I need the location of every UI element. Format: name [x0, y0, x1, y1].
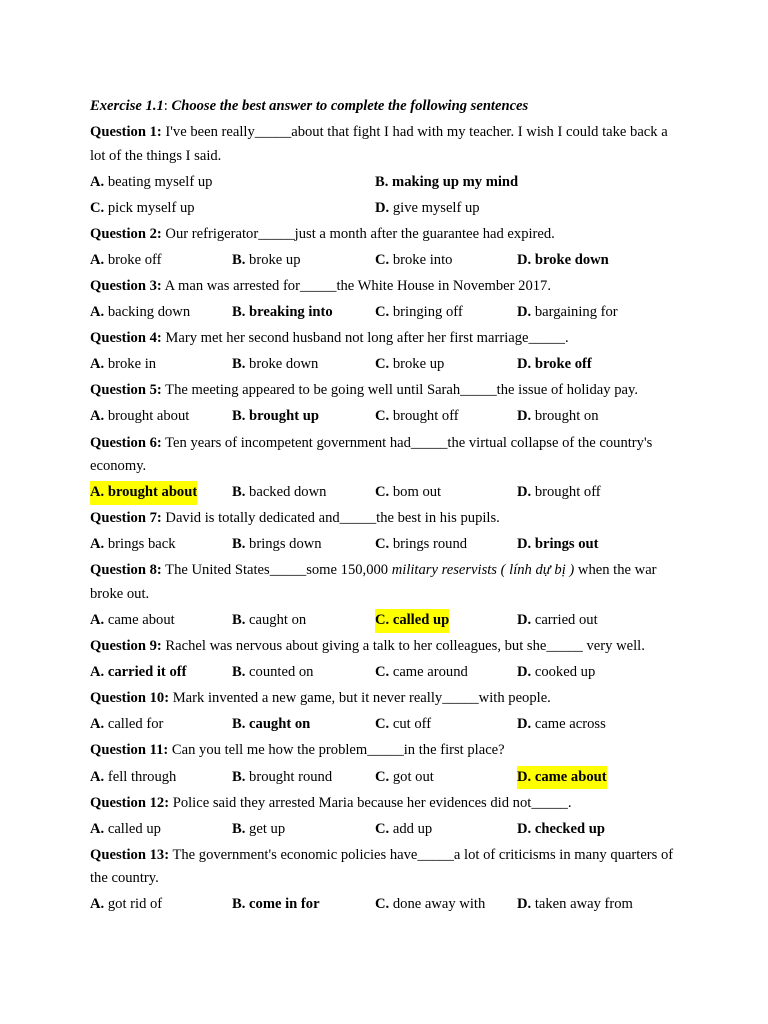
option-c[interactable]: [375, 609, 449, 633]
option-b[interactable]: [232, 766, 332, 790]
question-12: [90, 792, 682, 816]
option-text: caught on: [245, 612, 307, 628]
option-d[interactable]: [517, 301, 618, 325]
question-label: Question 10:: [90, 690, 170, 707]
option-text: cut off: [389, 716, 432, 733]
question-text: The United States_____some 150,000: [161, 562, 392, 579]
question-text: Mary met her second husband not long after her first marriage_____.: [161, 330, 569, 347]
question-text: Can you tell me how the problem_____in the first place?: [168, 742, 505, 759]
option-letter: C.: [375, 664, 390, 681]
question-label: Question 13:: [90, 846, 170, 863]
option-letter: A.: [90, 408, 105, 425]
option-b[interactable]: [232, 405, 319, 429]
option-letter: C.: [375, 304, 390, 321]
option-a[interactable]: [90, 481, 197, 505]
option-a[interactable]: [90, 818, 161, 842]
option-b[interactable]: [232, 533, 322, 557]
option-letter: D.: [517, 304, 532, 321]
question-text-end: when the war broke out.: [90, 562, 657, 602]
question-text: Rachel was nervous about giving a talk to her colleagues, but she_____ very well.: [161, 638, 645, 655]
option-text: come in for: [245, 896, 320, 913]
option-letter: A.: [90, 251, 105, 268]
option-text: broke into: [389, 251, 453, 268]
option-text: brought about: [104, 484, 198, 501]
option-b[interactable]: [232, 661, 313, 685]
question-label: Question 5:: [90, 382, 162, 399]
question-label: Question 6:: [90, 434, 162, 451]
option-letter: B.: [232, 664, 246, 681]
option-d[interactable]: [517, 353, 592, 377]
option-text: brought off: [389, 408, 459, 425]
option-text: brought on: [531, 408, 599, 425]
option-letter: C.: [90, 199, 105, 216]
question-label: Question 3:: [90, 277, 162, 294]
worksheet: [90, 95, 682, 920]
option-text: broke off: [104, 251, 162, 268]
option-letter: A.: [90, 356, 105, 373]
question-text: Ten years of incompetent government had_____the virtual collapse of the country's economy.: [90, 434, 653, 475]
option-a[interactable]: [90, 249, 161, 273]
options-row: [90, 713, 682, 737]
question-text: I've been really_____about that fight I had with my teacher. I wish I could take back a lot of the things I said.: [90, 124, 668, 164]
option-text: breaking into: [245, 304, 333, 321]
question-4: [90, 327, 682, 351]
question-8: [90, 559, 682, 606]
option-text: came across: [531, 716, 606, 733]
option-a[interactable]: [90, 713, 163, 737]
option-c[interactable]: [375, 481, 441, 505]
option-text: counted on: [245, 664, 314, 681]
option-text: caught on: [245, 716, 311, 733]
option-letter: B.: [232, 612, 246, 628]
question-7: [90, 507, 682, 531]
option-d[interactable]: [517, 533, 599, 557]
options-row: [90, 533, 682, 557]
option-text: called up: [389, 612, 450, 628]
option-text: carried out: [531, 612, 598, 628]
option-d[interactable]: [517, 661, 595, 685]
option-letter: D.: [517, 768, 532, 785]
options-row: [90, 818, 682, 842]
options-row: [90, 481, 682, 505]
option-b[interactable]: [232, 353, 318, 377]
option-b[interactable]: [375, 171, 518, 195]
options-row: [90, 353, 682, 377]
question-text: Police said they arrested Maria because her evidences did not_____.: [169, 794, 572, 811]
option-text: pick myself up: [104, 199, 195, 216]
option-d[interactable]: [517, 405, 599, 429]
option-d[interactable]: [375, 197, 480, 221]
option-text: brings back: [104, 536, 176, 553]
option-letter: D.: [517, 716, 532, 733]
option-text: brought round: [245, 768, 333, 785]
option-letter: D.: [517, 896, 532, 913]
option-letter: A.: [90, 716, 105, 733]
exercise-separator: :: [163, 98, 172, 114]
options-row: [90, 249, 682, 273]
option-c[interactable]: [375, 766, 434, 790]
question-text: The government's economic policies have_____a lot of criticisms in many quarters of the country.: [90, 846, 674, 887]
option-letter: B.: [232, 536, 246, 553]
option-text: brought off: [531, 484, 601, 501]
option-text: backing down: [104, 304, 191, 321]
option-letter: D.: [517, 251, 532, 268]
option-c[interactable]: [375, 533, 467, 557]
options-row: [90, 405, 682, 429]
question-2: [90, 223, 682, 247]
options-row: [90, 661, 682, 685]
option-text: backed down: [245, 484, 327, 501]
option-text: done away with: [389, 896, 486, 913]
option-text: making up my mind: [388, 173, 519, 190]
question-1: [90, 121, 682, 168]
option-text: fell through: [104, 768, 177, 785]
option-text: came about: [104, 612, 175, 628]
option-letter: D.: [517, 356, 532, 373]
question-text: David is totally dedicated and_____the best in his pupils.: [161, 510, 500, 527]
option-b[interactable]: [232, 609, 306, 633]
option-text: broke down: [531, 251, 609, 268]
option-letter: C.: [375, 536, 390, 553]
option-letter: B.: [232, 768, 246, 785]
option-d[interactable]: [517, 713, 606, 737]
exercise-instruction: Choose the best answer to complete the following sentences: [171, 98, 529, 114]
option-letter: B.: [375, 173, 389, 190]
option-text: called up: [104, 820, 161, 837]
option-letter: D.: [375, 199, 390, 216]
option-text: beating myself up: [104, 173, 213, 190]
option-c[interactable]: [90, 197, 195, 221]
option-letter: C.: [375, 356, 390, 373]
question-5: [90, 379, 682, 403]
option-letter: D.: [517, 484, 532, 501]
option-c[interactable]: [375, 353, 444, 377]
option-text: give myself up: [389, 199, 480, 216]
options-row: [90, 171, 682, 195]
option-letter: D.: [517, 612, 532, 628]
options-row: [90, 609, 682, 633]
option-letter: A.: [90, 173, 105, 190]
question-label: Question 2:: [90, 225, 162, 242]
option-b[interactable]: [232, 249, 301, 273]
option-letter: B.: [232, 304, 246, 321]
option-letter: A.: [90, 612, 105, 628]
question-text: A man was arrested for_____the White House in November 2017.: [161, 277, 551, 294]
option-a[interactable]: [90, 893, 162, 917]
option-letter: D.: [517, 536, 532, 553]
option-letter: C.: [375, 820, 390, 837]
option-letter: A.: [90, 820, 105, 837]
option-text: broke down: [245, 356, 319, 373]
option-c[interactable]: [375, 713, 431, 737]
option-letter: A.: [90, 484, 105, 501]
option-text: bom out: [389, 484, 442, 501]
option-text: got out: [389, 768, 434, 785]
option-text: carried it off: [104, 664, 187, 681]
question-label: Question 8:: [90, 562, 162, 579]
question-text: The meeting appeared to be going well until Sarah_____the issue of holiday pay.: [161, 382, 638, 399]
option-letter: D.: [517, 664, 532, 681]
option-letter: A.: [90, 768, 105, 785]
option-letter: C.: [375, 484, 390, 501]
option-letter: C.: [375, 896, 390, 913]
options-row: [90, 197, 682, 221]
question-text: Mark invented a new game, but it never really_____with people.: [169, 690, 551, 707]
option-text: bargaining for: [531, 304, 618, 321]
option-letter: A.: [90, 536, 105, 553]
option-d[interactable]: [517, 818, 605, 842]
option-letter: C.: [375, 251, 390, 268]
question-10: [90, 687, 682, 711]
option-a[interactable]: [90, 609, 175, 633]
option-d[interactable]: [517, 766, 607, 790]
option-b[interactable]: [232, 818, 285, 842]
option-a[interactable]: [90, 353, 156, 377]
option-text: taken away from: [531, 896, 633, 913]
option-letter: B.: [232, 484, 246, 501]
question-label: Question 12:: [90, 794, 170, 811]
option-text: came around: [389, 664, 468, 681]
question-label: Question 9:: [90, 638, 162, 655]
option-letter: D.: [517, 408, 532, 425]
option-letter: B.: [232, 356, 246, 373]
option-letter: D.: [517, 820, 532, 837]
option-a[interactable]: [90, 171, 212, 195]
option-text: brings round: [389, 536, 468, 553]
option-text: broke off: [531, 356, 592, 373]
options-row: [90, 301, 682, 325]
option-letter: C.: [375, 716, 390, 733]
option-letter: B.: [232, 820, 246, 837]
option-text: add up: [389, 820, 433, 837]
option-letter: A.: [90, 664, 105, 681]
question-13: [90, 844, 682, 891]
question-label: Question 11:: [90, 742, 169, 759]
question-11: [90, 739, 682, 763]
option-a[interactable]: [90, 766, 176, 790]
option-text: brought about: [104, 408, 190, 425]
option-c[interactable]: [375, 661, 468, 685]
option-c[interactable]: [375, 405, 459, 429]
option-text: got rid of: [104, 896, 163, 913]
option-letter: B.: [232, 408, 246, 425]
option-text: brings down: [245, 536, 322, 553]
question-label: Question 7:: [90, 510, 162, 527]
option-d[interactable]: [517, 893, 633, 917]
option-letter: B.: [232, 251, 246, 268]
question-9: [90, 635, 682, 659]
option-c[interactable]: [375, 893, 485, 917]
option-text: get up: [245, 820, 286, 837]
option-text: bringing off: [389, 304, 463, 321]
options-row: [90, 893, 682, 917]
option-letter: A.: [90, 304, 105, 321]
option-text: brought up: [245, 408, 319, 425]
option-text: came about: [531, 768, 607, 785]
option-letter: C.: [375, 612, 390, 628]
option-text: checked up: [531, 820, 605, 837]
exercise-label: Exercise 1.1: [90, 98, 164, 114]
option-letter: A.: [90, 896, 105, 913]
option-b[interactable]: [232, 481, 326, 505]
option-text: called for: [104, 716, 164, 733]
option-c[interactable]: [375, 301, 463, 325]
option-letter: C.: [375, 408, 390, 425]
option-b[interactable]: [232, 301, 333, 325]
options-row: [90, 766, 682, 790]
exercise-title: [90, 95, 682, 117]
option-text: cooked up: [531, 664, 596, 681]
option-a[interactable]: [90, 661, 186, 685]
option-c[interactable]: [375, 249, 452, 273]
question-label: Question 1:: [90, 124, 162, 140]
question-text-italic: military reservists ( lính dự bị ): [391, 562, 575, 579]
option-text: broke up: [245, 251, 301, 268]
option-text: brings out: [531, 536, 599, 553]
option-a[interactable]: [90, 405, 189, 429]
option-text: broke in: [104, 356, 157, 373]
option-d[interactable]: [517, 481, 601, 505]
option-d[interactable]: [517, 249, 609, 273]
option-letter: B.: [232, 896, 246, 913]
option-letter: C.: [375, 768, 390, 785]
option-a[interactable]: [90, 533, 176, 557]
option-letter: B.: [232, 716, 246, 733]
option-b[interactable]: [232, 713, 310, 737]
question-label: Question 4:: [90, 330, 162, 347]
question-text: Our refrigerator_____just a month after the guarantee had expired.: [161, 225, 555, 242]
option-text: broke up: [389, 356, 445, 373]
question-6: [90, 432, 682, 479]
option-a[interactable]: [90, 301, 190, 325]
option-b[interactable]: [232, 893, 320, 917]
option-c[interactable]: [375, 818, 432, 842]
question-3: [90, 275, 682, 299]
option-d[interactable]: [517, 609, 598, 633]
